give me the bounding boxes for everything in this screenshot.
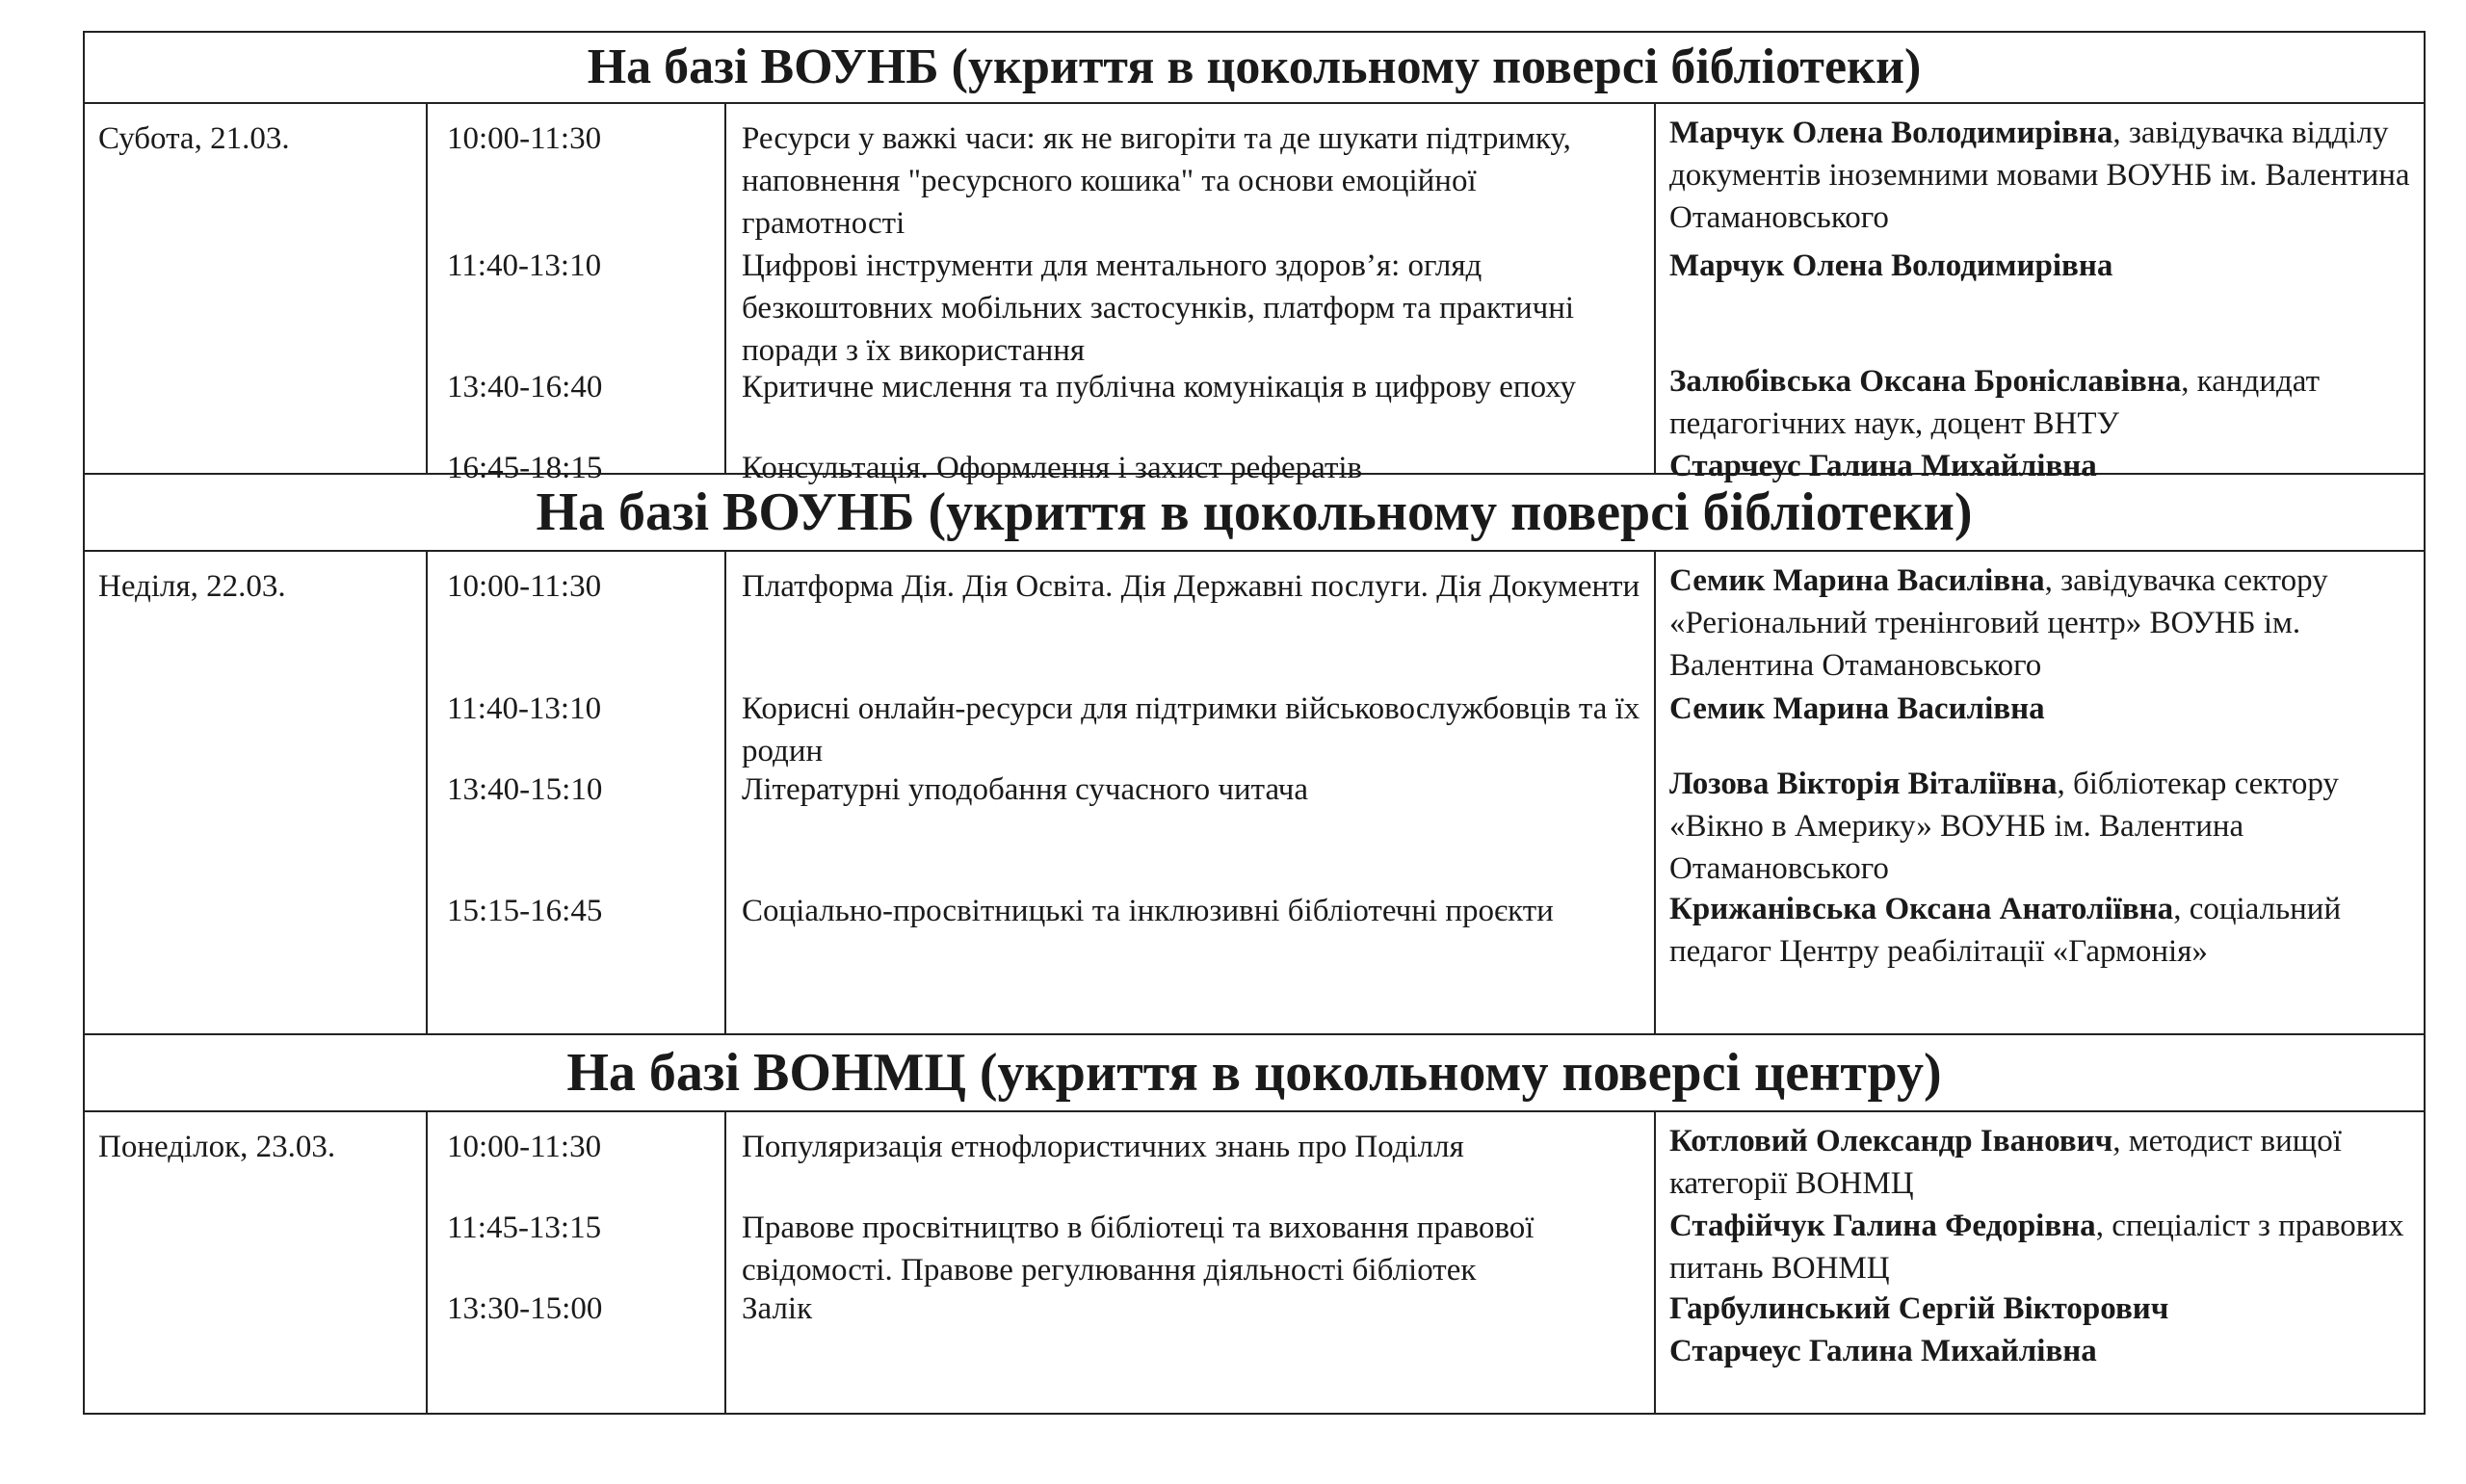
day-label: Неділя, 22.03. — [98, 569, 286, 604]
lecturer-name: Семик Марина Василівна — [1669, 563, 2045, 598]
topic-text: Корисні онлайн-ресурси для підтримки військовослужбовців та їх родин — [742, 691, 1640, 768]
lecturer-name: Котловий Олександр Іванович — [1669, 1124, 2113, 1159]
topic-column — [726, 1112, 1656, 1413]
lecturer-name: Лозова Вікторія Віталіївна — [1669, 767, 2058, 801]
lecturer-position: , соціальний педагог Центру реабілітації «Гармонія» — [1669, 892, 2342, 969]
day-cell — [85, 552, 428, 1033]
topic-text: Критичне мислення та публічна комунікація в цифрову епоху — [742, 370, 1577, 404]
time-slot: 11:40-13:10 — [447, 691, 602, 726]
lecturer-name: Старчеус Галина Михайлівна — [1669, 449, 2097, 483]
lecturer-info — [1669, 245, 2414, 360]
topic-column — [726, 104, 1656, 485]
day-cell — [85, 104, 428, 473]
lecturer-position: , завідувачка відділу документів іноземними мовами ВОУНБ ім. Валентина Отамановського — [1669, 116, 2410, 235]
lecturer-info — [1669, 112, 2414, 245]
time-slot: 15:15-16:45 — [447, 894, 603, 928]
topic-text: Консультація. Оформлення і захист рефератів — [742, 451, 1363, 485]
time-column — [428, 1112, 726, 1413]
time-slot: 16:45-18:15 — [447, 451, 603, 485]
lecturer-info — [1669, 1205, 2414, 1288]
lecturer-info — [1669, 888, 2414, 1015]
topic-text: Правове просвітництво в бібліотеці та виховання правової свідомості. Правове регулювання діяльності бібліотек — [742, 1211, 1535, 1288]
topic-text: Залік — [742, 1291, 813, 1326]
lecturer-info — [1669, 560, 2414, 688]
lecturer-name: Старчеус Галина Михайлівна — [1669, 1334, 2097, 1368]
lecturer-info — [1669, 1330, 2414, 1372]
time-slot: 10:00-11:30 — [447, 569, 602, 604]
time-column — [428, 552, 726, 1033]
lecturer-position: , методист вищої категорії ВОНМЦ — [1669, 1124, 2342, 1201]
lecturer-column — [1656, 1112, 2424, 1413]
lecturer-name: Гарбулинський Сергій Вікторович — [1669, 1291, 2169, 1326]
topic-text: Ресурси у важкі часи: як не вигоріти та де шукати підтримку, наповнення "ресурсного кошика" та основи емоційної грамотності — [742, 121, 1571, 241]
lecturer-name: Залюбівська Оксана Броніславівна — [1669, 364, 2182, 399]
time-slot: 13:40-15:10 — [447, 772, 603, 807]
time-slot: 11:45-13:15 — [447, 1211, 602, 1245]
lecturer-name: Марчук Олена Володимирівна — [1669, 116, 2113, 150]
section-title: На базі ВОУНБ (укриття в цокольному поверсі бібліотеки) — [85, 475, 2424, 552]
lecturer-info — [1669, 1288, 2414, 1330]
lecturer-info — [1669, 1120, 2414, 1205]
time-slot: 13:40-16:40 — [447, 370, 603, 404]
section-title: На базі ВОУНБ (укриття в цокольному поверсі бібліотеки) — [85, 33, 2424, 104]
topic-text: Платформа Дія. Дія Освіта. Дія Державні послуги. Дія Документи — [742, 569, 1640, 604]
section-body — [85, 1112, 2424, 1413]
lecturer-column — [1656, 104, 2424, 483]
section-title: На базі ВОНМЦ (укриття в цокольному поверсі центру) — [85, 1035, 2424, 1112]
lecturer-position: , спеціаліст з правових питань ВОНМЦ — [1669, 1209, 2404, 1286]
time-column — [428, 104, 726, 485]
time-slot: 13:30-15:00 — [447, 1291, 603, 1326]
lecturer-name: Крижанівська Оксана Анатоліївна — [1669, 892, 2174, 926]
lecturer-info — [1669, 688, 2414, 763]
time-slot: 10:00-11:30 — [447, 1130, 602, 1164]
lecturer-info — [1669, 763, 2414, 888]
topic-column — [726, 552, 1656, 1033]
schedule-table — [83, 31, 2426, 1415]
lecturer-name: Стафійчук Галина Федорівна — [1669, 1209, 2096, 1243]
lecturer-column — [1656, 552, 2424, 1033]
section-body — [85, 552, 2424, 1035]
day-cell — [85, 1112, 428, 1413]
lecturer-info — [1669, 360, 2414, 445]
day-label: Субота, 21.03. — [98, 121, 290, 156]
topic-text: Цифрові інструменти для ментального здоров’я: огляд безкоштовних мобільних застосунків, платформ та практичні поради з їх використання — [742, 248, 1575, 366]
lecturer-name: Семик Марина Василівна — [1669, 691, 2045, 726]
time-slot: 11:40-13:10 — [447, 248, 602, 283]
topic-text: Літературні уподобання сучасного читача — [742, 772, 1309, 807]
topic-text: Соціально-просвітницькі та інклюзивні бібліотечні проєкти — [742, 894, 1554, 928]
day-label: Понеділок, 23.03. — [98, 1130, 336, 1164]
topic-text: Популяризація етнофлористичних знань про Поділля — [742, 1130, 1464, 1164]
section-body — [85, 104, 2424, 485]
lecturer-position: , завідувачка сектору «Регіональний тренінговий центр» ВОУНБ ім. Валентина Отамановського — [1669, 563, 2328, 683]
lecturer-position: , бібліотекар сектору «Вікно в Америку» ВОУНБ ім. Валентина Отамановського — [1669, 767, 2339, 886]
time-slot: 10:00-11:30 — [447, 121, 602, 156]
lecturer-position: , кандидат педагогічних наук, доцент ВНТУ — [1669, 364, 2321, 441]
lecturer-name: Марчук Олена Володимирівна — [1669, 248, 2113, 283]
